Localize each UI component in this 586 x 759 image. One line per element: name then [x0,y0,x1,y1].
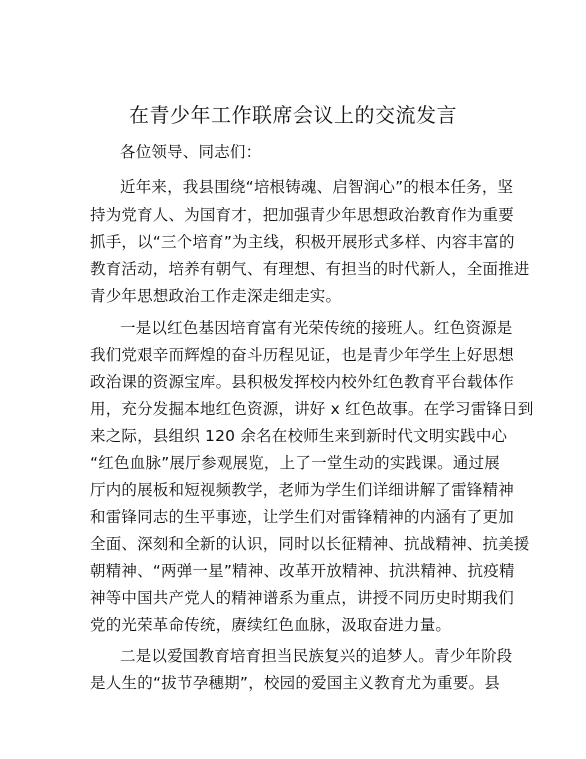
document-title: 在青少年工作联席会议上的交流发言 [129,103,457,127]
paragraph-line: 和雷锋同志的生平事迹，让学生们对雷锋精神的内涵有了更加 [90,508,514,526]
paragraph-line: 一是以红色基因培育富有光荣传统的接班人。红色资源是 [120,319,513,337]
paragraph-line: 厅内的展板和短视频教学，老师为学生们详细讲解了雷锋精神 [90,481,514,499]
paragraph-line: 我们党艰辛而辉煌的奋斗历程见证，也是青少年学生上好思想 [90,346,514,364]
paragraph-line: “红色血脉”展厅参观展览，上了一堂生动的实践课。通过展 [90,454,500,472]
paragraph-line: 是人生的“拔节孕穗期”，校园的爱国主义教育尤为重要。县 [90,674,500,692]
salutation: 各位领导、同志们： [120,143,262,161]
paragraph-line: 用，充分发掘本地红色资源，讲好 x 红色故事。在学习雷锋日到 [90,400,534,418]
paragraph-line: 政治课的资源宝库。县积极发挥校内校外红色教育平台载体作 [90,373,514,391]
paragraph-line: 全面、深刻和全新的认识，同时以长征精神、抗战精神、抗美援 [90,535,530,553]
paragraph-line: 近年来，我县围绕“培根铸魂、启智润心”的根本任务，坚 [120,178,514,196]
paragraph-line: 朝精神、“两弹一星”精神、改革开放精神、抗洪精神、抗疫精 [90,562,515,580]
paragraph-line: 神等中国共产党人的精神谱系为重点，讲授不同历史时期我们 [90,589,514,607]
paragraph-line: 抓手，以“三个培育”为主线，积极开展形式多样、内容丰富的 [90,233,515,251]
paragraph-line: 二是以爱国教育培育担当民族复兴的追梦人。青少年阶段 [120,647,513,665]
paragraph-line: 党的光荣革命传统，赓续红色血脉，汲取奋进力量。 [90,616,452,634]
paragraph-line: 持为党育人、为国育才，把加强青少年思想政治教育作为重要 [90,206,514,224]
paragraph-line: 青少年思想政治工作走深走细走实。 [90,287,342,305]
paragraph-line: 来之际，县组织 120 余名在校师生来到新时代文明实践中心 [90,427,508,445]
paragraph-line: 教育活动，培养有朝气、有理想、有担当的时代新人，全面推进 [90,260,530,278]
